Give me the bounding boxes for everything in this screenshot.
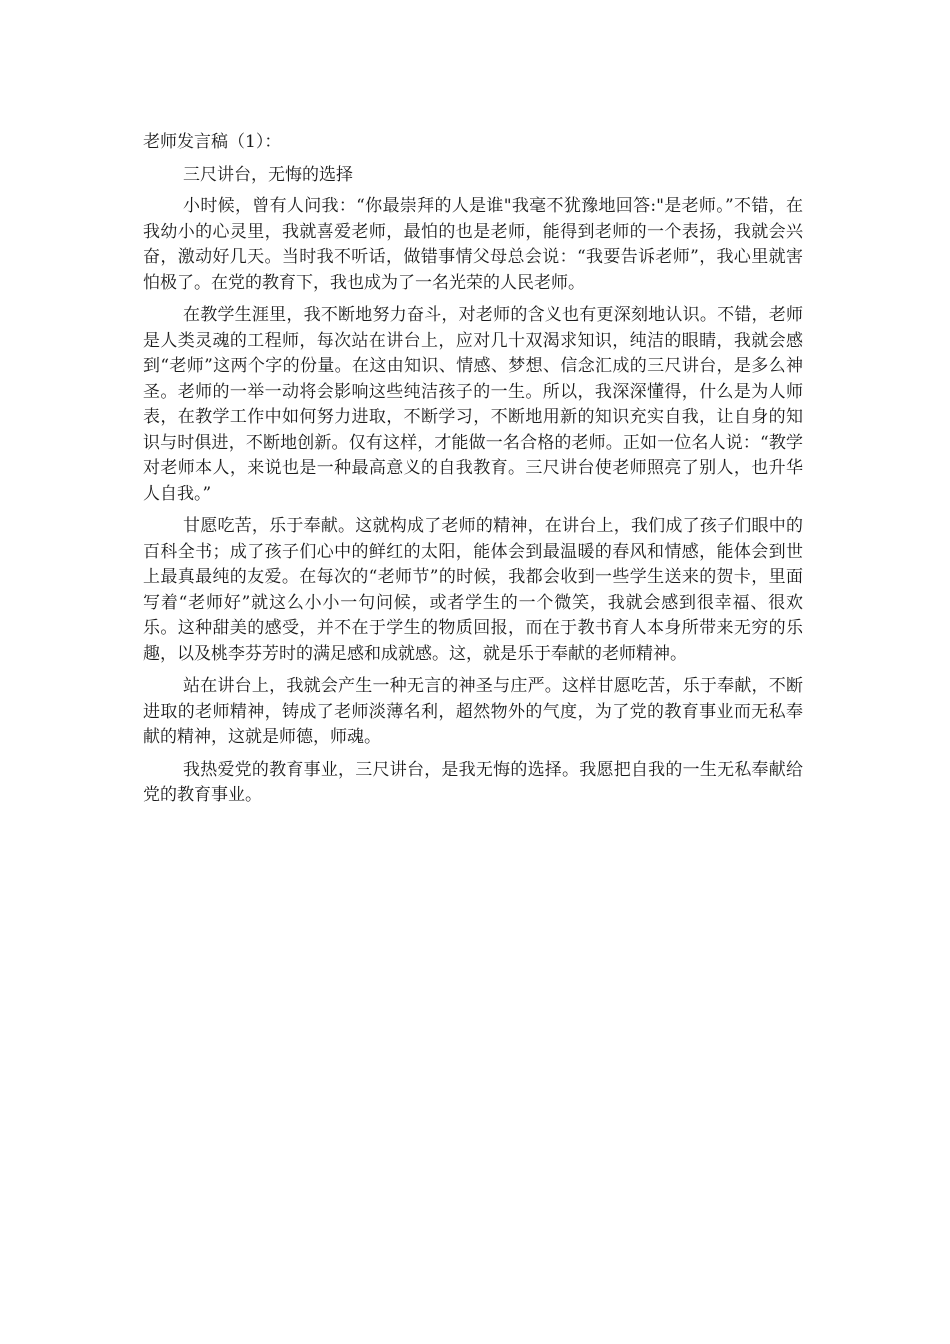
paragraph-3: 甘愿吃苦，乐于奉献。这就构成了老师的精神，在讲台上，我们成了孩子们眼中的百科全书；成了孩子们心中的鲜红的太阳，能体会到最温暖的春风和情感，能体会到世上最真最纯的友爱。在每次的“老师节”的时候，我都会收到一些学生送来的贺卡，里面写着“老师好”就这么小小一句问候，或者学生的一个微笑，我就会感到很幸福、很欢乐。这种甜美的感受，并不在于学生的物质回报，而在于教书育人本身所带来无穷的乐趣，以及桃李芬芳时的满足感和成就感。这，就是乐于奉献的老师精神。	[143, 516, 803, 664]
document-subtitle: 三尺讲台，无悔的选择	[183, 165, 353, 185]
paragraph-5: 我热爱党的教育事业，三尺讲台，是我无悔的选择。我愿把自我的一生无私奉献给党的教育事业。	[143, 759, 803, 805]
paragraph-2: 在教学生涯里，我不断地努力奋斗，对老师的含义也有更深刻地认识。不错，老师是人类灵魂的工程师，每次站在讲台上，应对几十双渴求知识，纯洁的眼睛，我就会感到“老师”这两个字的份量。在这由知识、情感、梦想、信念汇成的三尺讲台，是多么神圣。老师的一举一动将会影响这些纯洁孩子的一生。所以，我深深懂得，什么是为人师表，在教学工作中如何努力进取，不断学习，不断地用新的知识充实自我，让自身的知识与时俱进，不断地创新。仅有这样，才能做一名合格的老师。正如一位名人说：“教学对老师本人，来说也是一种最高意义的自我教育。三尺讲台使老师照亮了别人，也升华人自我。”	[143, 305, 803, 504]
document-heading: 老师发言稿（1）：	[143, 132, 282, 152]
paragraph-1: 小时候，曾有人问我：“你最崇拜的人是谁"我毫不犹豫地回答:"是老师。”不错，在我幼小的心灵里，我就喜爱老师，最怕的也是老师，能得到老师的一个表扬，我就会兴奋，激动好几天。当时我不听话，做错事情父母总会说：“我要告诉老师”，我心里就害怕极了。在党的教育下，我也成为了一名光荣的人民老师。	[143, 196, 803, 293]
document-page	[143, 130, 803, 816]
paragraph-4: 站在讲台上，我就会产生一种无言的神圣与庄严。这样甘愿吃苦，乐于奉献，不断进取的老师精神，铸成了老师淡薄名利，超然物外的气度，为了党的教育事业而无私奉献的精神，这就是师德，师魂。	[143, 676, 803, 747]
